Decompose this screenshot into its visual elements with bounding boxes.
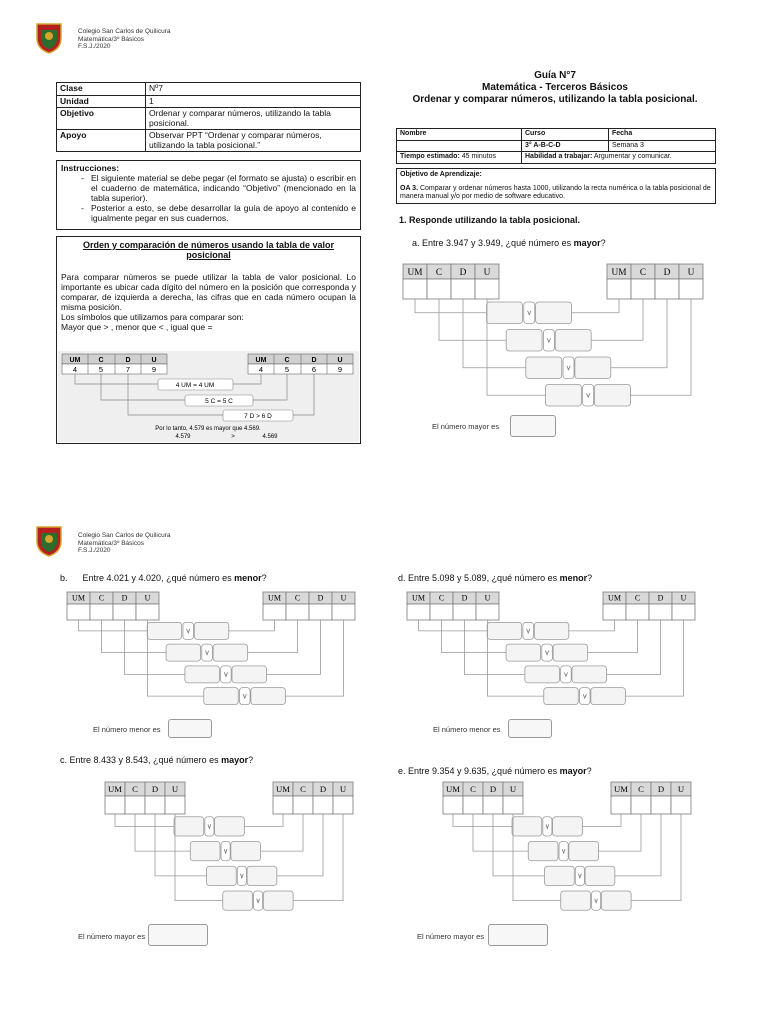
pv-digit-cell (603, 604, 626, 620)
pv-header-label: D (657, 593, 664, 603)
pv-symbol-dropdown (221, 666, 232, 683)
school-crest-logo (35, 525, 63, 557)
pv-digit-cell (105, 796, 125, 814)
ex-left-number: 4.579 (175, 434, 191, 440)
pv-compare-box-left (487, 302, 523, 323)
curso-value: 3° A-B-C-D (522, 140, 609, 152)
place-value-diagram-d (406, 591, 696, 711)
pv-header-label: D (317, 593, 324, 603)
pv-symbol-dropdown (592, 891, 601, 910)
pv-symbol-dropdown (575, 866, 584, 885)
pv-compare-box-right (575, 357, 611, 378)
pv-symbol-dropdown (542, 644, 553, 661)
pv-connector (415, 299, 487, 313)
objective-title: Objetivo de Aprendizaje: (400, 171, 482, 178)
nombre-field[interactable] (397, 140, 522, 152)
pv-header-label: U (171, 784, 179, 795)
pv-compare-box-left (207, 866, 237, 885)
pv-symbol-dropdown (524, 302, 535, 323)
pv-header-label: C (300, 784, 306, 795)
pv-compare-box-right (263, 891, 293, 910)
example-right-table (248, 354, 353, 374)
table-row (57, 108, 361, 130)
pv-compare-box-left (506, 330, 542, 351)
ex-header-u: U (151, 357, 157, 364)
explanation-body: Para comparar números se puede utilizar la tabla de valor posicional. Lo importante es ubicar cada dígito del número en la posición que corresponda y comparar, de izquierda a derecha, las cifras que en cada número ocupan la misma posición. (61, 272, 356, 312)
pv-header-label: C (634, 593, 641, 603)
pv-compare-box-right (569, 841, 599, 860)
pv-digit-cell (407, 604, 430, 620)
semana-value: Semana 3 (609, 140, 716, 152)
pv-digit-cell (611, 796, 631, 814)
pv-compare-box-left (147, 622, 182, 639)
pv-connector (631, 814, 681, 901)
question-e: e. Entre 9.354 y 9.635, ¿qué número es mayor? (398, 766, 592, 776)
nombre-label: Nombre (397, 129, 522, 141)
instruction-item: - El siguiente material se debe pegar (el formato se ajusta) o escribir en el cuaderno de matemática, indicando “Objetivo” (mencionado en la tabla superior). (91, 173, 356, 203)
place-value-diagram-b (66, 591, 356, 711)
pv-header-label: D (657, 784, 665, 795)
pv-header-label: U (340, 593, 347, 603)
pv-connector (79, 620, 148, 631)
pv-digit-cell (67, 604, 90, 620)
pv-compare-box-right (536, 302, 572, 323)
pv-compare-box-left (174, 817, 204, 836)
pv-header-label: C (132, 784, 138, 795)
answer-label-e: El número mayor es (417, 932, 485, 941)
pv-digit-cell (671, 796, 691, 814)
pv-header-label: C (98, 593, 105, 603)
question-c: c. Entre 8.433 y 8.543, ¿qué número es mayor? (60, 755, 254, 765)
pv-header-label: C (470, 784, 476, 795)
answer-input-b[interactable] (168, 719, 212, 738)
info-value: Ordenar y comparar números, utilizando la tabla posicional. (146, 108, 361, 130)
answer-input-a[interactable] (510, 415, 556, 437)
pv-digit-cell (309, 604, 332, 620)
pv-compare-box-left (190, 841, 220, 860)
pv-header-label: U (509, 784, 517, 795)
pv-header-label: UM (108, 784, 122, 795)
pv-header-label: U (483, 267, 491, 278)
pv-digit-cell (145, 796, 165, 814)
pv-compare-box-right (594, 385, 630, 406)
pv-header-label: D (461, 593, 468, 603)
pv-header-label: UM (611, 267, 627, 278)
pv-symbol-dropdown (221, 841, 230, 860)
class-info-table (56, 82, 361, 152)
pv-compare-box-left (166, 644, 201, 661)
pv-symbol-dropdown (563, 357, 574, 378)
pv-symbol-dropdown (583, 385, 594, 406)
answer-label-b: El número menor es (93, 725, 161, 734)
pv-compare-box-right (247, 866, 277, 885)
symbols-line-1: Los símbolos que utilizamos para comparar son: (61, 312, 244, 322)
pv-symbol-dropdown (183, 622, 194, 639)
explanation-title: Orden y comparación de números usando la tabla de valor posicional (82, 240, 335, 260)
pv-symbol-dropdown (579, 688, 590, 705)
ex-header-c: C (98, 357, 104, 364)
school-header (78, 28, 171, 51)
pv-digit-cell (113, 604, 136, 620)
ex-comparison-c: 5 C = 5 C (205, 398, 233, 405)
answer-label-a: El número mayor es (432, 422, 500, 431)
pv-compare-box-left (528, 841, 558, 860)
pv-symbol-dropdown (202, 644, 213, 661)
guide-subtitle: Matemática - Terceros Básicos (482, 82, 628, 93)
pv-compare-box-right (572, 666, 607, 683)
ex-symbol: > (231, 434, 235, 440)
pv-digit-cell (476, 604, 499, 620)
pv-digit-cell (443, 796, 463, 814)
school-name: Colegio San Carlos de Quilicura (78, 532, 171, 539)
ex-header-d: D (125, 357, 131, 364)
pv-symbol-dropdown (237, 866, 246, 885)
pv-digit-cell (503, 796, 523, 814)
pv-compare-box-left (185, 666, 220, 683)
ex-right-digit: 5 (284, 365, 290, 374)
ex-right-digit: 4 (258, 365, 264, 374)
pv-header-label: U (687, 267, 695, 278)
school-header (78, 532, 171, 555)
pv-connector (260, 814, 303, 851)
pv-header-label: C (639, 267, 647, 278)
pv-digit-cell (631, 796, 651, 814)
pv-digit-cell (475, 279, 499, 299)
ex-comparison-d: 7 D > 6 D (244, 413, 272, 420)
pv-connector (571, 299, 619, 313)
pv-digit-cell (430, 604, 453, 620)
pv-compare-box-right (601, 891, 631, 910)
objective-code: OA 3. (400, 184, 419, 192)
pv-header-label: UM (72, 593, 85, 603)
table-row (397, 152, 716, 164)
table-row (397, 129, 716, 141)
pv-compare-box-left (512, 817, 542, 836)
pv-compare-box-right (553, 817, 583, 836)
school-name: Colegio San Carlos de Quilicura (78, 28, 171, 35)
pv-digit-cell (313, 796, 333, 814)
pv-digit-cell (649, 604, 672, 620)
pv-compare-box-right (553, 644, 588, 661)
ex-left-digit: 9 (151, 365, 157, 374)
pv-digit-cell (273, 796, 293, 814)
pv-compare-box-left (525, 666, 560, 683)
pv-header-label: U (484, 593, 491, 603)
pv-digit-cell (672, 604, 695, 620)
pv-digit-cell (403, 279, 427, 299)
pv-digit-cell (655, 279, 679, 299)
ex-header-u: U (337, 357, 343, 364)
pv-compare-box-right (585, 866, 615, 885)
objective-text: Comparar y ordenar números hasta 1000, utilizando la recta numérica o la tabla posicional de manera manual y/o por medio de software educativo. (400, 184, 711, 200)
ex-left-digit: 5 (98, 365, 104, 374)
guide-title: Guía N°7 (534, 70, 576, 81)
pv-symbol-dropdown (239, 688, 250, 705)
pv-compare-box-left (545, 385, 581, 406)
pv-compare-box-right (534, 622, 569, 639)
table-row (57, 95, 361, 108)
habilidad-value: Argumentar y comunicar. (593, 153, 672, 160)
pv-compare-box-right (194, 622, 229, 639)
pv-header-label: UM (608, 593, 621, 603)
info-value: Nº7 (146, 83, 361, 96)
ex-header-c: C (284, 357, 290, 364)
question-b: b. Entre 4.021 y 4.020, ¿qué número es menor? (60, 573, 267, 583)
pv-connector (277, 814, 324, 876)
pv-compare-box-left (223, 891, 253, 910)
ex-header-um: UM (255, 357, 267, 364)
place-value-diagram-e (442, 781, 692, 917)
pv-digit-cell (453, 604, 476, 620)
info-key: Unidad (57, 95, 146, 108)
pv-compare-box-left (545, 866, 575, 885)
pv-header-label: D (121, 593, 128, 603)
pv-compare-box-left (561, 891, 591, 910)
ex-comparison-um: 4 UM = 4 UM (175, 382, 215, 389)
pv-connector (228, 620, 274, 631)
pv-header-label: C (438, 593, 445, 603)
pv-compare-box-right (591, 688, 626, 705)
answer-input-c[interactable] (148, 924, 208, 946)
guide-title-block (395, 70, 715, 106)
pv-header-label: D (459, 267, 467, 278)
pv-compare-box-left (544, 688, 579, 705)
pv-digit-cell (651, 796, 671, 814)
pv-compare-box-right (231, 841, 261, 860)
ex-left-digit: 4 (72, 365, 78, 374)
answer-input-d[interactable] (508, 719, 552, 738)
pv-header-label: U (339, 784, 347, 795)
pv-symbol-dropdown (561, 666, 572, 683)
info-value: Observar PPT “Ordenar y comparar números, utilizando la tabla posicional.” (146, 130, 361, 152)
pv-compare-box-right (251, 688, 286, 705)
pv-symbol-dropdown (559, 841, 568, 860)
pv-compare-box-right (555, 330, 591, 351)
year-line: F.S.J./2020 (78, 43, 111, 50)
pv-connector (587, 620, 637, 653)
place-value-diagram-c (104, 781, 354, 917)
pv-header-label: U (144, 593, 151, 603)
pv-symbol-dropdown (523, 622, 534, 639)
curso-label: Curso (522, 129, 609, 141)
section-1-title: 1. Responde utilizando la tabla posicional. (399, 215, 581, 225)
pv-connector (247, 620, 297, 653)
pv-digit-cell (332, 604, 355, 620)
pv-header-label: UM (407, 267, 423, 278)
pv-digit-cell (90, 604, 113, 620)
pv-connector (419, 620, 488, 631)
pv-compare-box-left (506, 644, 541, 661)
pv-digit-cell (463, 796, 483, 814)
pv-digit-cell (607, 279, 631, 299)
pv-compare-box-left (526, 357, 562, 378)
pv-symbol-dropdown (254, 891, 263, 910)
guide-topic: Ordenar y comparar números, utilizando la tabla posicional. (412, 94, 698, 105)
pv-connector (630, 299, 691, 395)
ex-left-digit: 7 (125, 365, 131, 374)
pv-connector (285, 620, 344, 696)
pv-compare-box-left (487, 622, 522, 639)
pv-digit-cell (333, 796, 353, 814)
instructions-title: Instrucciones: (61, 163, 120, 173)
pv-header-label: C (638, 784, 644, 795)
pv-digit-cell (125, 796, 145, 814)
answer-label-c: El número mayor es (78, 932, 146, 941)
answer-label-d: El número menor es (433, 725, 501, 734)
pv-header-label: UM (276, 784, 290, 795)
info-key: Clase (57, 83, 146, 96)
pv-connector (591, 299, 643, 340)
table-row (57, 83, 361, 96)
symbols-line-2: Mayor que > , menor que < , igual que = (61, 322, 213, 332)
pv-digit-cell (136, 604, 159, 620)
pv-header-label: D (151, 784, 159, 795)
course-line: Matemática/3º Básicos (78, 35, 144, 43)
pv-digit-cell (427, 279, 451, 299)
pv-digit-cell (286, 604, 309, 620)
ex-header-d: D (311, 357, 317, 364)
pv-header-label: UM (614, 784, 628, 795)
pv-connector (598, 814, 641, 851)
ex-right-digit: 6 (311, 365, 317, 374)
pv-digit-cell (451, 279, 475, 299)
instructions-box (56, 160, 361, 230)
pv-compare-box-right (215, 817, 245, 836)
school-crest-logo (35, 22, 63, 54)
table-row (57, 130, 361, 152)
pv-connector (115, 814, 174, 826)
ex-right-digit: 9 (337, 365, 343, 374)
pv-symbol-dropdown (543, 817, 552, 836)
pv-header-label: U (680, 593, 687, 603)
instruction-item: - Posterior a esto, se debe desarrollar la guía de apoyo al contenido e igualmente pegar en sus cuadernos. (91, 203, 356, 223)
pv-header-label: D (489, 784, 497, 795)
pv-header-label: C (435, 267, 443, 278)
pv-header-label: UM (446, 784, 460, 795)
pv-header-label: D (663, 267, 671, 278)
pv-connector (625, 620, 684, 696)
pv-digit-cell (631, 279, 655, 299)
pv-digit-cell (165, 796, 185, 814)
pv-digit-cell (483, 796, 503, 814)
pv-digit-cell (293, 796, 313, 814)
pv-digit-cell (263, 604, 286, 620)
pv-compare-box-right (232, 666, 267, 683)
pv-connector (615, 814, 662, 876)
answer-input-e[interactable] (488, 924, 548, 946)
ex-header-um: UM (69, 357, 81, 364)
pv-compare-box-right (213, 644, 248, 661)
habilidad-label: Habilidad a trabajar: (525, 153, 593, 160)
pv-compare-box-left (204, 688, 239, 705)
place-value-diagram-a (402, 263, 704, 413)
ex-conclusion: Por lo tanto, 4.579 es mayor que 4.569. (155, 426, 261, 432)
pv-symbol-dropdown (205, 817, 214, 836)
pv-connector (244, 814, 283, 826)
table-row (397, 140, 716, 152)
tiempo-label: Tiempo estimado: (400, 153, 460, 160)
question-d: d. Entre 5.098 y 5.089, ¿qué número es menor? (398, 573, 593, 583)
pv-header-label: U (677, 784, 685, 795)
pv-connector (453, 814, 512, 826)
fecha-label: Fecha (609, 129, 716, 141)
learning-objective-box (396, 168, 716, 204)
course-line: Matemática/3º Básicos (78, 539, 144, 547)
ex-right-number: 4.569 (262, 434, 278, 440)
pv-header-label: UM (412, 593, 425, 603)
example-place-value-diagram (58, 351, 359, 442)
student-table (396, 128, 716, 164)
pv-header-label: C (294, 593, 301, 603)
info-key: Apoyo (57, 130, 146, 152)
pv-connector (582, 814, 621, 826)
pv-digit-cell (679, 279, 703, 299)
pv-digit-cell (626, 604, 649, 620)
pv-symbol-dropdown (543, 330, 554, 351)
question-a: a. Entre 3.947 y 3.949, ¿qué número es mayor? (412, 238, 606, 248)
example-left-table (62, 354, 167, 374)
pv-header-label: D (319, 784, 327, 795)
tiempo-value: 45 minutos (461, 153, 496, 160)
info-key: Objetivo (57, 108, 146, 130)
pv-header-label: UM (268, 593, 281, 603)
pv-connector (568, 620, 614, 631)
year-line: F.S.J./2020 (78, 547, 111, 554)
info-value: 1 (146, 95, 361, 108)
pv-connector (293, 814, 343, 901)
